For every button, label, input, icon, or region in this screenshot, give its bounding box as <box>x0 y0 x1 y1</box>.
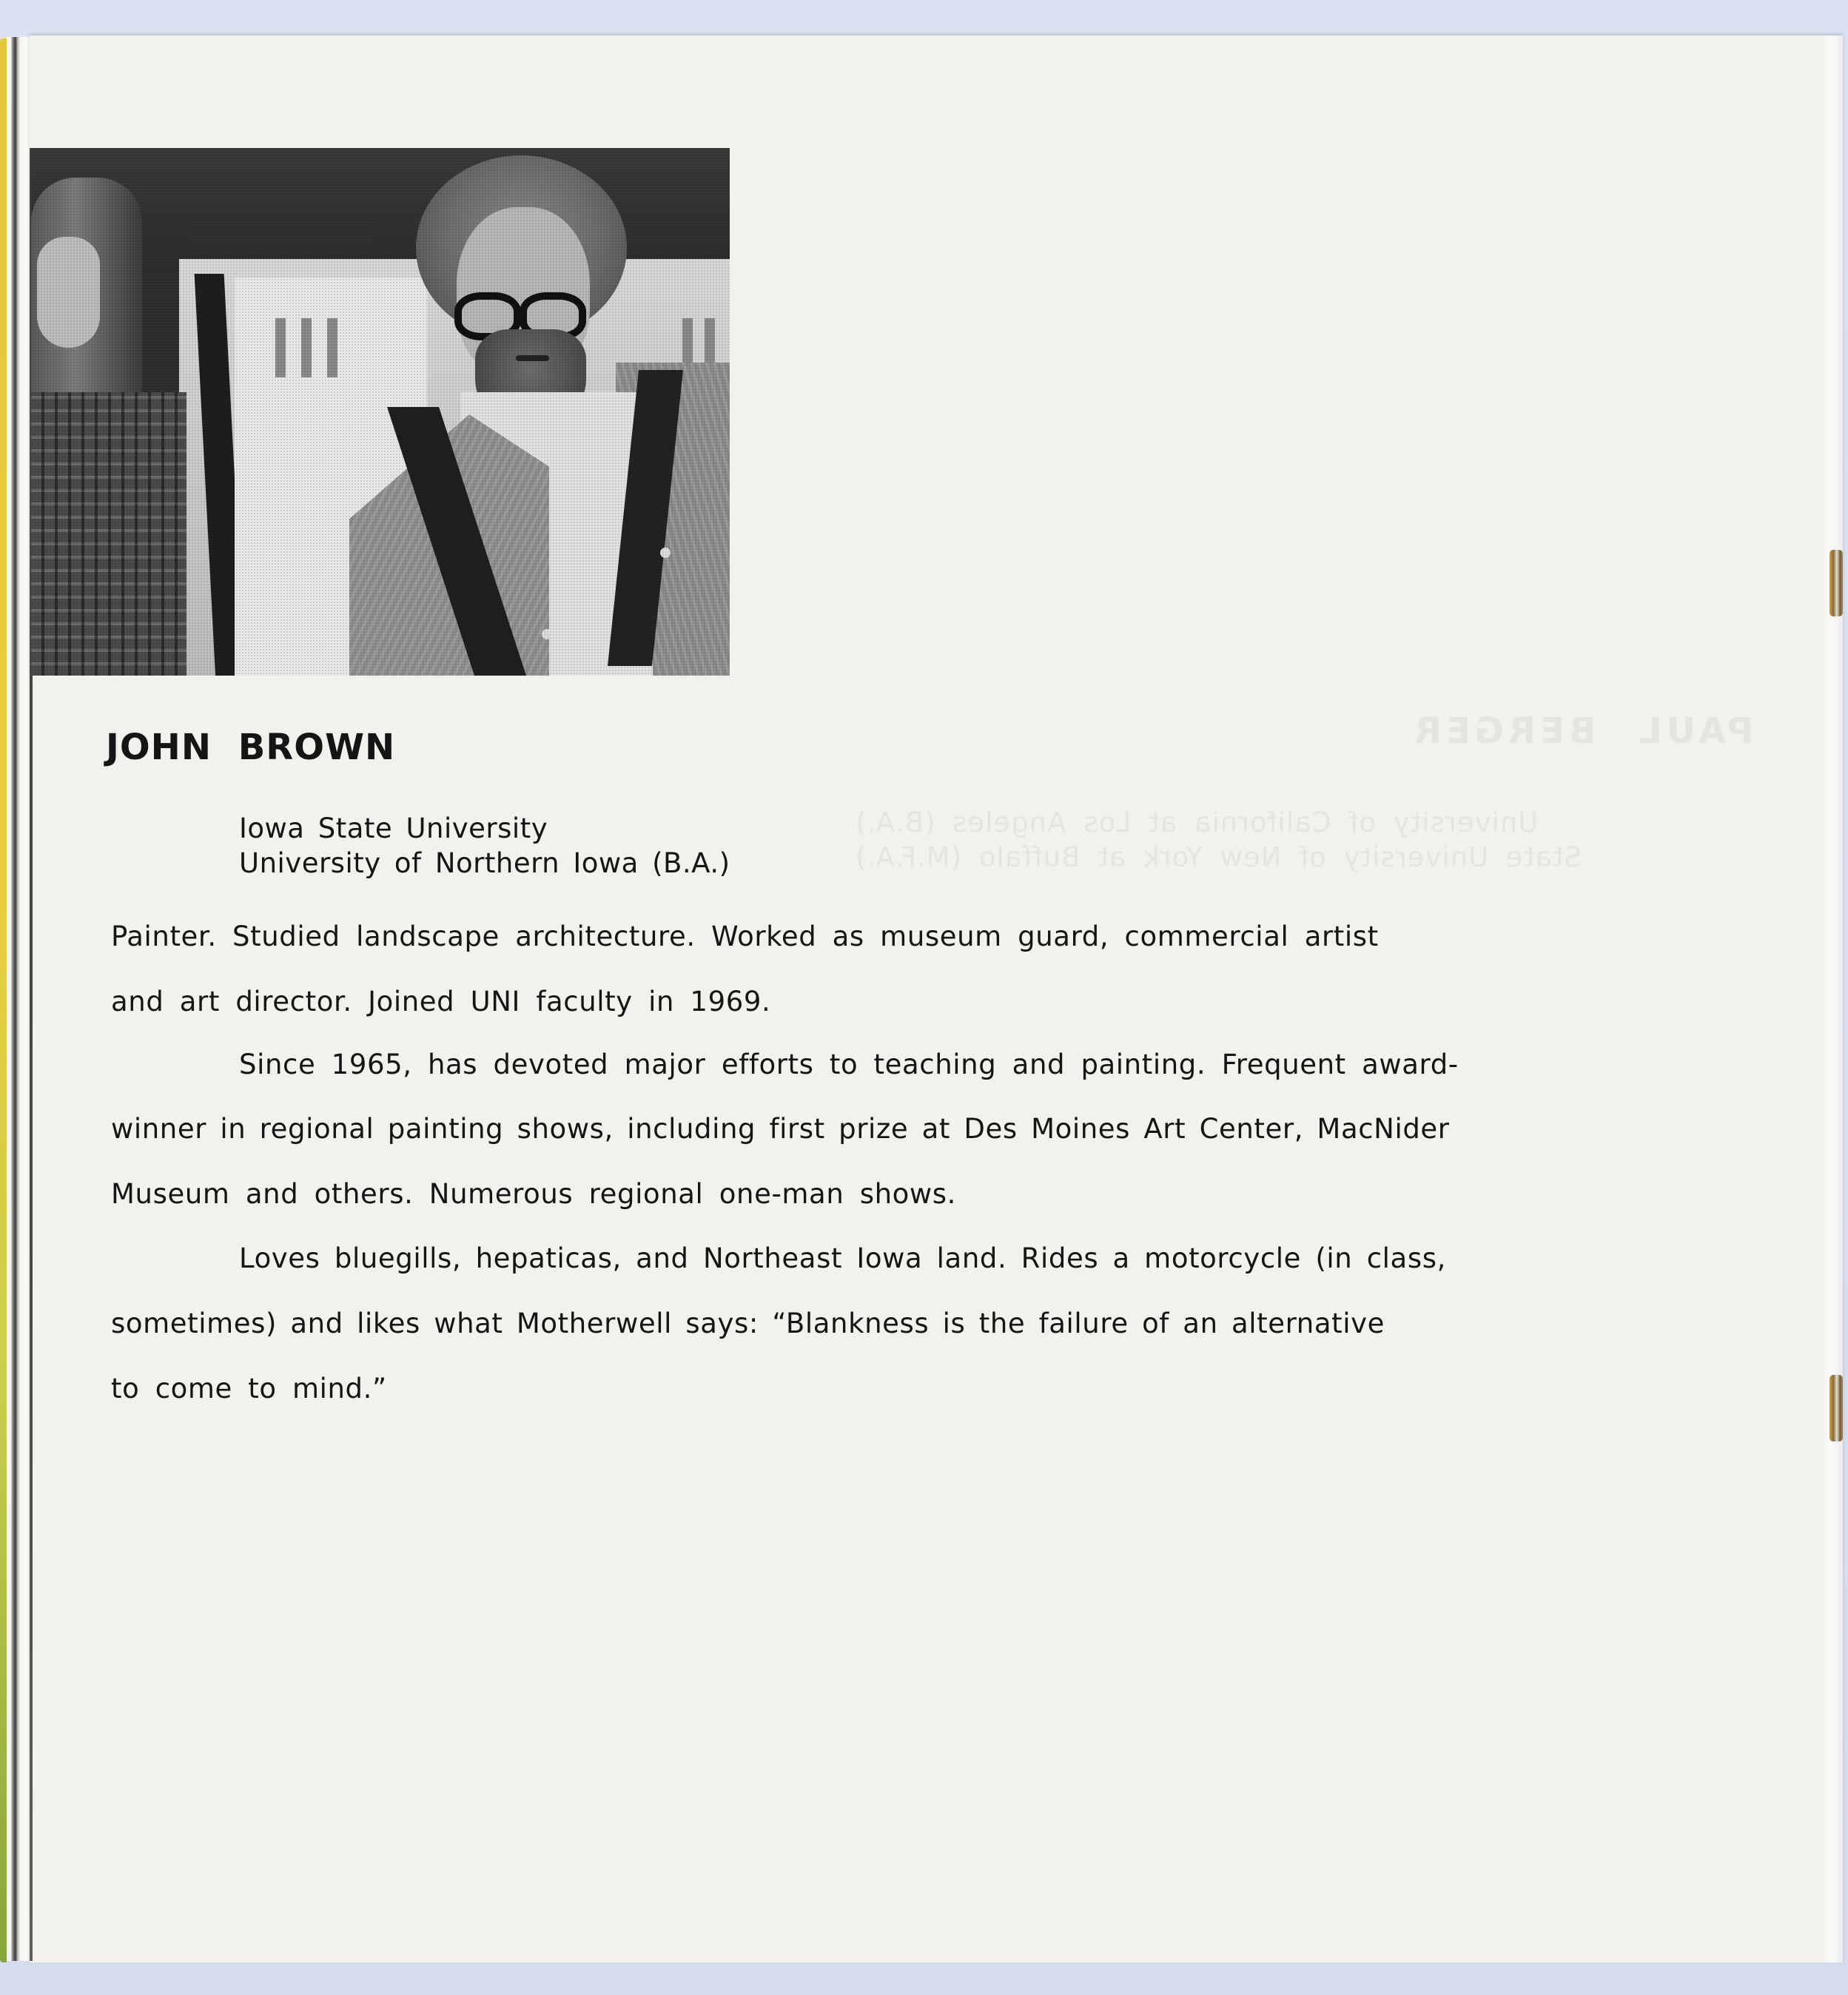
bio-line: Loves bluegills, hepaticas, and Northeast Iowa land. Rides a motorcycle (in class, <box>239 1242 1446 1274</box>
bio-line: sometimes) and likes what Motherwell says: “Blankness is the failure of an alternative <box>111 1308 1385 1339</box>
booklet-page-edges <box>7 37 30 1961</box>
education-line: Iowa State University <box>239 813 548 844</box>
staple-bottom <box>1829 1375 1843 1441</box>
bio-line: Museum and others. Numerous regional one-man shows. <box>111 1178 956 1210</box>
education-line: University of Northern Iowa (B.A.) <box>239 847 730 879</box>
artist-name-heading: JOHN BROWN <box>106 727 396 768</box>
bio-line: winner in regional painting shows, including first prize at Des Moines Art Center, MacNider <box>111 1113 1450 1145</box>
booklet-cover-edge <box>0 38 7 1962</box>
page-fold-edge <box>1822 36 1843 1962</box>
bio-line: Painter. Studied landscape architecture. Worked as museum guard, commercial artist <box>111 921 1379 952</box>
bio-line: and art director. Joined UNI faculty in 1969. <box>111 986 771 1017</box>
artist-photo <box>31 148 730 676</box>
bio-line: to come to mind.” <box>111 1373 387 1404</box>
bio-line: Since 1965, has devoted major efforts to teaching and painting. Frequent award- <box>239 1049 1459 1080</box>
staple-top <box>1829 550 1843 616</box>
